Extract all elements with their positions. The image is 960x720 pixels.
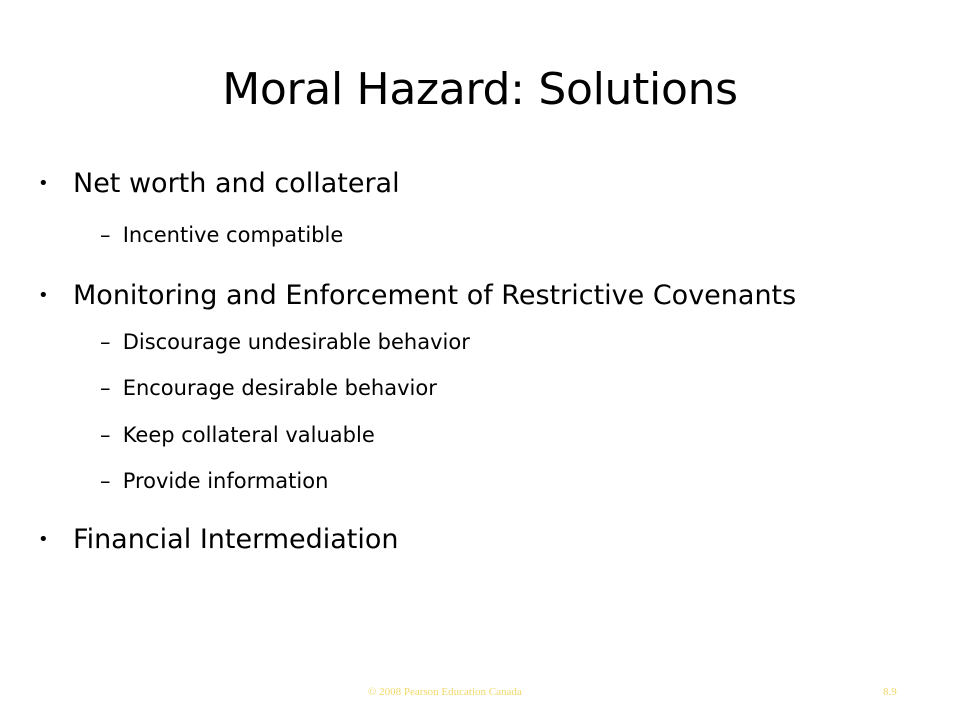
sub-bullet-text: Provide information	[122, 469, 329, 493]
bullet-dot-icon: •	[38, 285, 49, 306]
sub-bullet-item	[100, 327, 470, 357]
sub-bullet-item	[100, 466, 328, 496]
dash-icon: –	[100, 330, 111, 354]
sub-bullet-item	[100, 420, 375, 450]
sub-bullet-item	[100, 220, 343, 250]
dash-icon: –	[100, 223, 111, 247]
dash-icon: –	[100, 469, 111, 493]
bullet-item	[38, 166, 400, 202]
sub-bullet-text: Incentive compatible	[122, 223, 344, 247]
sub-bullet-item	[100, 373, 437, 403]
footer-copyright: © 2008 Pearson Education Canada	[368, 686, 522, 698]
bullet-text: Monitoring and Enforcement of Restrictive Covenants	[73, 280, 797, 311]
footer-page-number: 8.9	[883, 686, 897, 698]
bullet-text: Financial Intermediation	[73, 524, 399, 555]
dash-icon: –	[100, 376, 111, 400]
dash-icon: –	[100, 423, 111, 447]
bullet-item	[38, 522, 399, 558]
bullet-text: Net worth and collateral	[73, 168, 400, 199]
slide-title: Moral Hazard: Solutions	[222, 64, 738, 115]
bullet-dot-icon: •	[38, 529, 49, 550]
bullet-dot-icon: •	[38, 173, 49, 194]
sub-bullet-text: Discourage undesirable behavior	[122, 330, 470, 354]
sub-bullet-text: Encourage desirable behavior	[122, 376, 437, 400]
bullet-item	[38, 278, 796, 314]
sub-bullet-text: Keep collateral valuable	[122, 423, 375, 447]
